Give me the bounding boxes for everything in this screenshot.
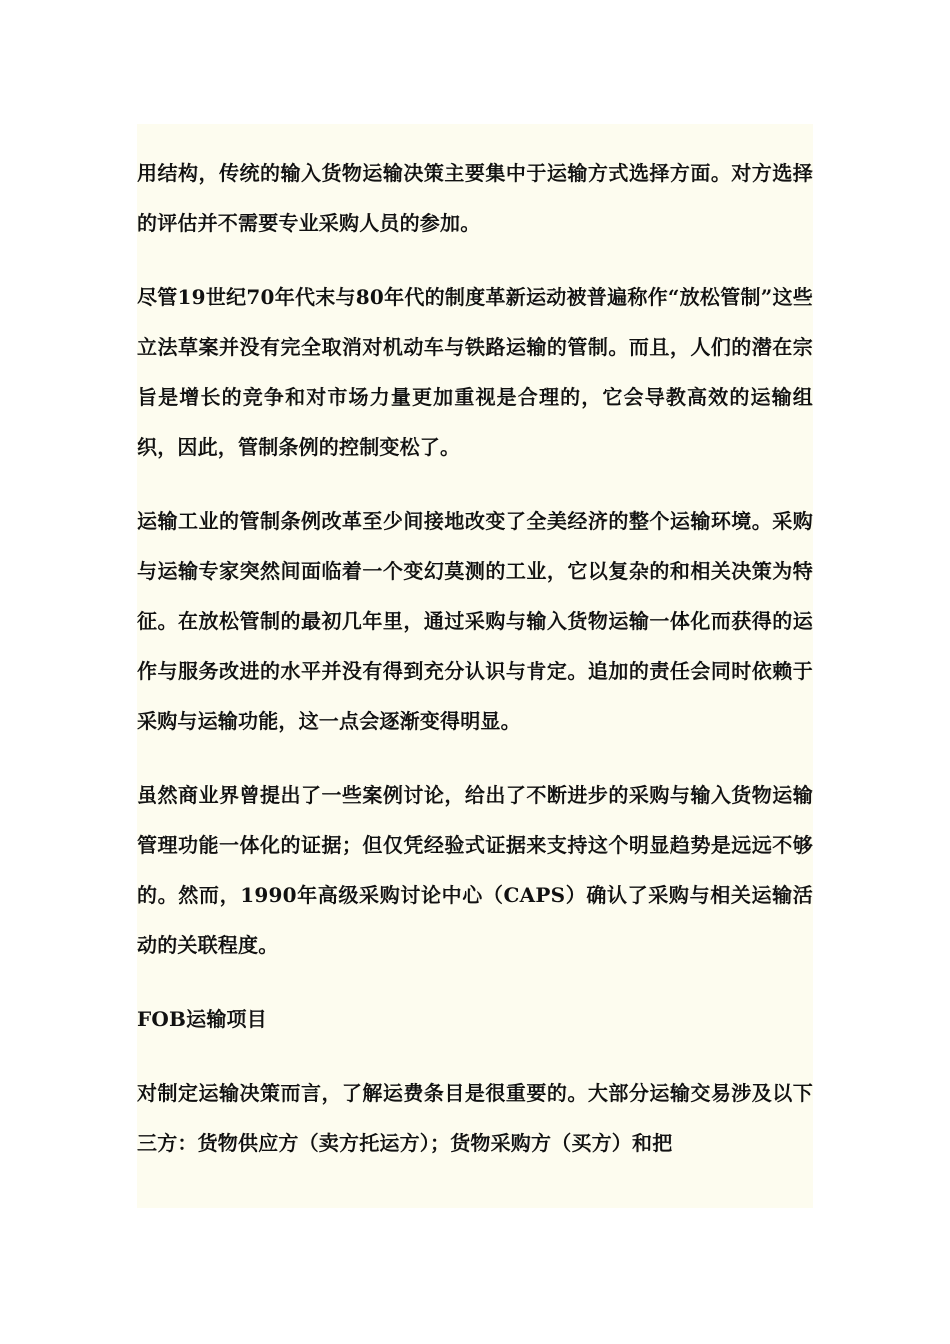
paragraph-caps-study: 虽然商业界曾提出了一些案例讨论，给出了不断进步的采购与输入货物运输管理功能一体化的证据；但仅凭经验式证据来支持这个明显趋势是远远不够的。然而，1990年高级采购讨论中心（CAPS）确认了采购与相关运输活动的关联程度。 [137,783,813,957]
paragraph-freight-terms: 对制定运输决策而言，了解运费条目是很重要的。大部分运输交易涉及以下三方：货物供应方（卖方托运方）；货物采购方（买方）和把 [137,1081,813,1155]
paragraph-regulatory-reform: 运输工业的管制条例改革至少间接地改变了全美经济的整个运输环境。采购与运输专家突然间面临着一个变幻莫测的工业，它以复杂的和相关决策为特征。在放松管制的最初几年里，通过采购与输入货物运输一体化而获得的运作与服务改进的水平并没有得到充分认识与肯定。追加的责任会同时依赖于采购与运输功能，这一点会逐渐变得明显。 [137,509,813,733]
section-heading-fob: FOB运输项目 [137,1007,267,1031]
document-body [137,148,813,1168]
paragraph-deregulation: 尽管19世纪70年代末与80年代的制度革新运动被普遍称作“放松管制”这些立法草案并没有完全取消对机动车与铁路运输的管制。而且，人们的潜在宗旨是增长的竞争和对市场力量更加重视是合理的，它会导教高效的运输组织，因此，管制条例的控制变松了。 [137,285,813,459]
paragraph-transport-decision: 用结构，传统的输入货物运输决策主要集中于运输方式选择方面。对方选择的评估并不需要专业采购人员的参加。 [137,161,813,235]
